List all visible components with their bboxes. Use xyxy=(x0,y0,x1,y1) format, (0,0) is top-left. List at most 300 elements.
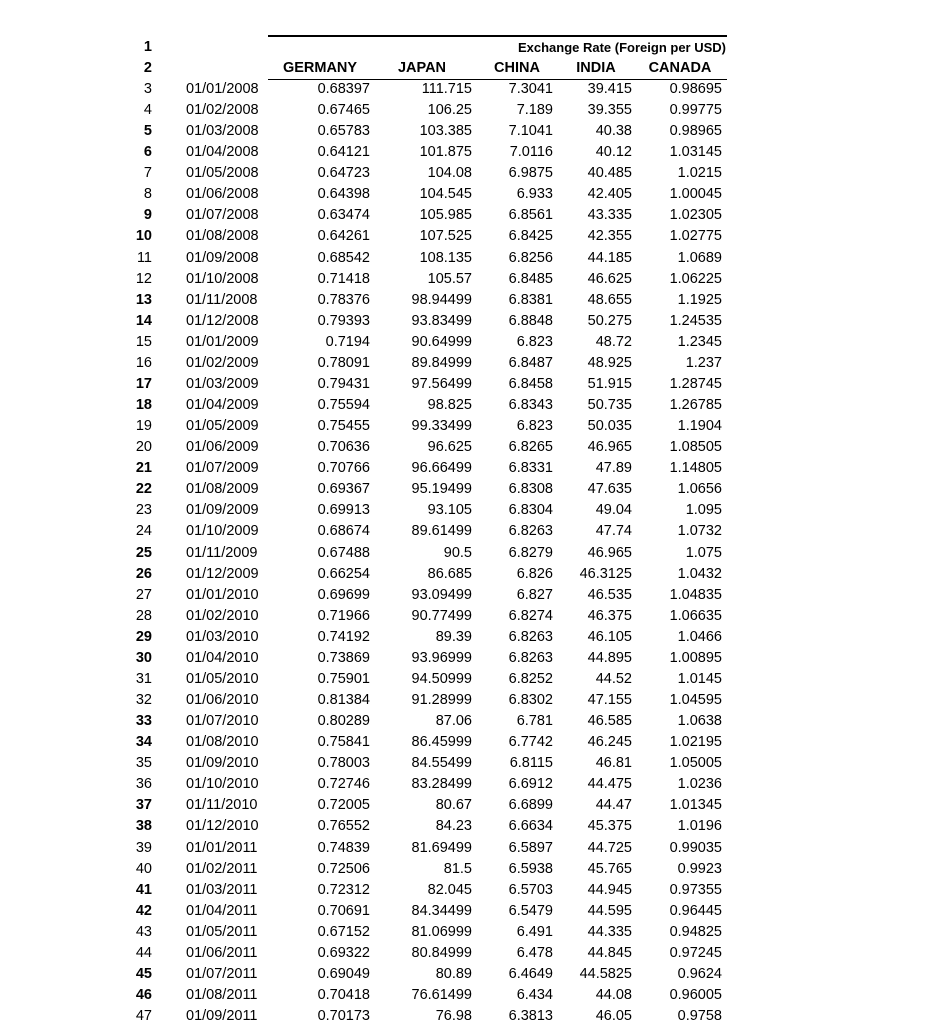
india-rate-cell[interactable]: 46.535 xyxy=(587,586,632,603)
row-number[interactable]: 13 xyxy=(135,291,152,308)
germany-rate-cell[interactable]: 0.80289 xyxy=(317,713,370,730)
china-rate-cell[interactable]: 6.5479 xyxy=(508,902,553,919)
china-rate-cell[interactable]: 6.8487 xyxy=(508,354,553,371)
india-rate-cell[interactable]: 44.52 xyxy=(595,670,632,687)
date-cell[interactable]: 01/06/2011 xyxy=(186,944,258,961)
date-cell[interactable]: 01/03/2008 xyxy=(186,123,259,140)
germany-rate-cell[interactable]: 0.69322 xyxy=(317,944,370,961)
table-row[interactable] xyxy=(0,606,925,627)
japan-rate-cell[interactable]: 86.45999 xyxy=(411,734,472,751)
table-row[interactable] xyxy=(0,521,925,542)
date-cell[interactable]: 01/04/2010 xyxy=(186,649,259,666)
date-cell[interactable]: 01/01/2011 xyxy=(186,839,258,856)
date-cell[interactable]: 01/02/2011 xyxy=(186,860,258,877)
canada-rate-cell[interactable]: 1.06635 xyxy=(669,607,722,624)
date-cell[interactable]: 01/04/2008 xyxy=(186,144,259,161)
germany-rate-cell[interactable]: 0.7194 xyxy=(325,333,370,350)
india-rate-cell[interactable]: 46.105 xyxy=(587,628,632,645)
row-number[interactable]: 19 xyxy=(135,418,152,435)
date-cell[interactable]: 01/10/2010 xyxy=(186,776,259,793)
germany-rate-cell[interactable]: 0.69913 xyxy=(317,502,370,519)
china-rate-cell[interactable]: 6.8256 xyxy=(508,249,553,266)
india-rate-cell[interactable]: 42.355 xyxy=(587,228,632,245)
india-rate-cell[interactable]: 48.655 xyxy=(587,291,632,308)
table-row[interactable] xyxy=(0,669,925,690)
canada-rate-cell[interactable]: 0.98965 xyxy=(669,123,722,140)
date-cell[interactable]: 01/11/2010 xyxy=(186,797,258,814)
china-rate-cell[interactable]: 6.8425 xyxy=(508,228,553,245)
column-header-germany[interactable]: GERMANY xyxy=(282,60,358,76)
china-rate-cell[interactable]: 6.8263 xyxy=(508,628,553,645)
germany-rate-cell[interactable]: 0.65783 xyxy=(317,123,370,140)
india-rate-cell[interactable]: 51.915 xyxy=(587,375,632,392)
germany-rate-cell[interactable]: 0.73869 xyxy=(317,649,370,666)
germany-rate-cell[interactable]: 0.67465 xyxy=(317,102,370,119)
germany-rate-cell[interactable]: 0.72746 xyxy=(317,776,370,793)
germany-rate-cell[interactable]: 0.68542 xyxy=(317,249,370,266)
germany-rate-cell[interactable]: 0.67152 xyxy=(317,923,370,940)
table-row[interactable] xyxy=(0,248,925,269)
japan-rate-cell[interactable]: 90.64999 xyxy=(411,333,472,350)
germany-rate-cell[interactable]: 0.70691 xyxy=(317,902,370,919)
japan-rate-cell[interactable]: 84.23 xyxy=(435,818,472,835)
table-row[interactable] xyxy=(0,205,925,226)
canada-rate-cell[interactable]: 1.0656 xyxy=(677,481,722,498)
table-row[interactable] xyxy=(0,395,925,416)
germany-rate-cell[interactable]: 0.66254 xyxy=(317,565,370,582)
germany-rate-cell[interactable]: 0.79431 xyxy=(317,375,370,392)
canada-rate-cell[interactable]: 1.02195 xyxy=(669,734,722,751)
table-row[interactable] xyxy=(0,795,925,816)
japan-rate-cell[interactable]: 87.06 xyxy=(435,713,472,730)
china-rate-cell[interactable]: 6.933 xyxy=(516,186,553,203)
india-rate-cell[interactable]: 46.965 xyxy=(587,439,632,456)
canada-rate-cell[interactable]: 1.0689 xyxy=(677,249,722,266)
table-row[interactable] xyxy=(0,500,925,521)
india-rate-cell[interactable]: 46.375 xyxy=(587,607,632,624)
table-row[interactable] xyxy=(0,732,925,753)
date-cell[interactable]: 01/03/2011 xyxy=(186,881,258,898)
germany-rate-cell[interactable]: 0.69699 xyxy=(317,586,370,603)
row-number[interactable]: 11 xyxy=(136,249,152,266)
table-row[interactable] xyxy=(0,269,925,290)
japan-rate-cell[interactable]: 107.525 xyxy=(419,228,472,245)
germany-rate-cell[interactable]: 0.74839 xyxy=(317,839,370,856)
germany-rate-cell[interactable]: 0.76552 xyxy=(317,818,370,835)
japan-rate-cell[interactable]: 89.84999 xyxy=(411,354,472,371)
india-rate-cell[interactable]: 46.3125 xyxy=(579,565,632,582)
table-row[interactable] xyxy=(0,479,925,500)
canada-rate-cell[interactable]: 1.08505 xyxy=(669,439,722,456)
canada-rate-cell[interactable]: 1.02305 xyxy=(669,207,722,224)
column-header-china[interactable]: CHINA xyxy=(494,60,540,76)
date-cell[interactable]: 01/08/2011 xyxy=(186,987,258,1003)
row-number[interactable]: 21 xyxy=(135,460,152,477)
date-cell[interactable]: 01/07/2008 xyxy=(186,207,259,224)
india-rate-cell[interactable]: 44.08 xyxy=(595,987,632,1003)
canada-rate-cell[interactable]: 1.1925 xyxy=(677,291,722,308)
china-rate-cell[interactable]: 6.8265 xyxy=(508,439,553,456)
date-cell[interactable]: 01/04/2011 xyxy=(186,902,258,919)
row-number[interactable]: 26 xyxy=(135,565,152,582)
germany-rate-cell[interactable]: 0.78003 xyxy=(317,755,370,772)
germany-rate-cell[interactable]: 0.72005 xyxy=(317,797,370,814)
canada-rate-cell[interactable]: 1.03145 xyxy=(669,144,722,161)
china-rate-cell[interactable]: 6.8304 xyxy=(508,502,553,519)
india-rate-cell[interactable]: 46.05 xyxy=(595,1008,632,1025)
table-row[interactable] xyxy=(0,943,925,964)
table-row[interactable] xyxy=(0,816,925,837)
date-cell[interactable]: 01/11/2008 xyxy=(186,291,258,308)
india-rate-cell[interactable]: 50.735 xyxy=(587,397,632,414)
column-header-canada[interactable]: CANADA xyxy=(648,60,712,76)
china-rate-cell[interactable]: 6.491 xyxy=(516,923,553,940)
date-cell[interactable]: 01/02/2008 xyxy=(186,102,259,119)
row-number[interactable]: 23 xyxy=(135,502,152,519)
india-rate-cell[interactable]: 46.245 xyxy=(587,734,632,751)
india-rate-cell[interactable]: 48.72 xyxy=(595,333,632,350)
canada-rate-cell[interactable]: 0.9624 xyxy=(677,965,722,982)
date-cell[interactable]: 01/06/2008 xyxy=(186,186,259,203)
canada-rate-cell[interactable]: 1.00045 xyxy=(669,186,722,203)
row-number[interactable]: 9 xyxy=(143,207,152,224)
china-rate-cell[interactable]: 6.781 xyxy=(516,713,553,730)
row-number[interactable]: 34 xyxy=(135,734,152,751)
japan-rate-cell[interactable]: 84.55499 xyxy=(411,755,472,772)
row-number[interactable]: 14 xyxy=(135,312,152,329)
china-rate-cell[interactable]: 6.6912 xyxy=(508,776,553,793)
row-number[interactable]: 36 xyxy=(135,776,152,793)
japan-rate-cell[interactable]: 108.135 xyxy=(419,249,472,266)
canada-rate-cell[interactable]: 0.96445 xyxy=(669,902,722,919)
germany-rate-cell[interactable]: 0.75594 xyxy=(317,397,370,414)
table-row[interactable] xyxy=(0,774,925,795)
china-rate-cell[interactable]: 6.478 xyxy=(516,944,553,961)
row-number[interactable]: 18 xyxy=(135,397,152,414)
row-number[interactable]: 25 xyxy=(135,544,152,561)
japan-rate-cell[interactable]: 80.67 xyxy=(435,797,472,814)
china-rate-cell[interactable]: 6.8252 xyxy=(508,670,553,687)
row-number[interactable]: 43 xyxy=(135,923,152,940)
germany-rate-cell[interactable]: 0.70636 xyxy=(317,439,370,456)
china-rate-cell[interactable]: 6.8308 xyxy=(508,481,553,498)
china-rate-cell[interactable]: 6.823 xyxy=(516,333,553,350)
canada-rate-cell[interactable]: 1.0145 xyxy=(677,670,722,687)
column-header-japan[interactable]: JAPAN xyxy=(397,60,447,76)
row-number[interactable]: 39 xyxy=(135,839,152,856)
china-rate-cell[interactable]: 6.4649 xyxy=(508,965,553,982)
japan-rate-cell[interactable]: 76.98 xyxy=(435,1008,472,1025)
china-rate-cell[interactable]: 6.6899 xyxy=(508,797,553,814)
germany-rate-cell[interactable]: 0.72506 xyxy=(317,860,370,877)
china-rate-cell[interactable]: 6.8848 xyxy=(508,312,553,329)
canada-rate-cell[interactable]: 1.1904 xyxy=(677,418,722,435)
germany-rate-cell[interactable]: 0.78376 xyxy=(317,291,370,308)
date-cell[interactable]: 01/11/2009 xyxy=(186,544,258,561)
date-cell[interactable]: 01/09/2008 xyxy=(186,249,259,266)
date-cell[interactable]: 01/09/2009 xyxy=(186,502,259,519)
date-cell[interactable]: 01/01/2010 xyxy=(186,586,259,603)
row-number[interactable]: 31 xyxy=(135,670,152,687)
row-number[interactable]: 24 xyxy=(135,523,152,540)
row-number[interactable]: 32 xyxy=(135,692,152,709)
india-rate-cell[interactable]: 46.81 xyxy=(595,755,632,772)
japan-rate-cell[interactable]: 89.39 xyxy=(435,628,472,645)
china-rate-cell[interactable]: 6.8331 xyxy=(508,460,553,477)
row-2[interactable] xyxy=(0,58,925,79)
japan-rate-cell[interactable]: 80.84999 xyxy=(411,944,472,961)
india-rate-cell[interactable]: 47.635 xyxy=(587,481,632,498)
japan-rate-cell[interactable]: 82.045 xyxy=(427,881,472,898)
row-number[interactable]: 7 xyxy=(143,165,152,182)
germany-rate-cell[interactable]: 0.71418 xyxy=(317,270,370,287)
china-rate-cell[interactable]: 6.5938 xyxy=(508,860,553,877)
table-row[interactable] xyxy=(0,564,925,585)
india-rate-cell[interactable]: 44.475 xyxy=(587,776,632,793)
germany-rate-cell[interactable]: 0.64261 xyxy=(317,228,370,245)
india-rate-cell[interactable]: 44.185 xyxy=(587,249,632,266)
canada-rate-cell[interactable]: 1.04595 xyxy=(669,692,722,709)
column-header-india[interactable]: INDIA xyxy=(576,60,616,76)
india-rate-cell[interactable]: 47.74 xyxy=(595,523,632,540)
india-rate-cell[interactable]: 47.155 xyxy=(587,692,632,709)
china-rate-cell[interactable]: 7.0116 xyxy=(509,144,553,161)
row-number[interactable]: 8 xyxy=(143,186,152,203)
table-row[interactable] xyxy=(0,901,925,922)
date-cell[interactable]: 01/05/2010 xyxy=(186,670,259,687)
india-rate-cell[interactable]: 44.945 xyxy=(587,881,632,898)
table-row[interactable] xyxy=(0,437,925,458)
table-row[interactable] xyxy=(0,121,925,142)
japan-rate-cell[interactable]: 111.715 xyxy=(421,81,472,97)
canada-rate-cell[interactable]: 1.14805 xyxy=(669,460,722,477)
germany-rate-cell[interactable]: 0.70173 xyxy=(317,1008,370,1025)
india-rate-cell[interactable]: 46.585 xyxy=(587,713,632,730)
india-rate-cell[interactable]: 44.5825 xyxy=(579,965,632,982)
date-cell[interactable]: 01/03/2010 xyxy=(186,628,259,645)
china-rate-cell[interactable]: 6.5703 xyxy=(508,881,553,898)
japan-rate-cell[interactable]: 105.57 xyxy=(427,270,472,287)
china-rate-cell[interactable]: 6.8263 xyxy=(508,649,553,666)
table-row[interactable] xyxy=(0,753,925,774)
row-number[interactable]: 6 xyxy=(143,144,152,161)
japan-rate-cell[interactable]: 94.50999 xyxy=(411,670,472,687)
india-rate-cell[interactable]: 44.725 xyxy=(587,839,632,856)
germany-rate-cell[interactable]: 0.63474 xyxy=(317,207,370,224)
germany-rate-cell[interactable]: 0.75901 xyxy=(317,670,370,687)
germany-rate-cell[interactable]: 0.75455 xyxy=(317,418,370,435)
table-row[interactable] xyxy=(0,79,925,100)
row-number[interactable]: 27 xyxy=(135,586,152,603)
row-number[interactable]: 45 xyxy=(135,965,152,982)
japan-rate-cell[interactable]: 93.96999 xyxy=(411,649,472,666)
canada-rate-cell[interactable]: 1.0215 xyxy=(677,165,722,182)
china-rate-cell[interactable]: 6.7742 xyxy=(508,734,553,751)
date-cell[interactable]: 01/08/2008 xyxy=(186,228,259,245)
table-row[interactable] xyxy=(0,880,925,901)
japan-rate-cell[interactable]: 83.28499 xyxy=(411,776,472,793)
germany-rate-cell[interactable]: 0.70418 xyxy=(317,987,370,1003)
date-cell[interactable]: 01/07/2009 xyxy=(186,460,259,477)
china-rate-cell[interactable]: 7.1041 xyxy=(508,123,553,140)
table-row[interactable] xyxy=(0,332,925,353)
india-rate-cell[interactable]: 46.965 xyxy=(587,544,632,561)
china-rate-cell[interactable]: 6.8279 xyxy=(508,544,553,561)
canada-rate-cell[interactable]: 0.9923 xyxy=(677,860,722,877)
india-rate-cell[interactable]: 49.04 xyxy=(595,502,632,519)
germany-rate-cell[interactable]: 0.64398 xyxy=(317,186,370,203)
canada-rate-cell[interactable]: 1.237 xyxy=(685,354,722,371)
canada-rate-cell[interactable]: 1.26785 xyxy=(669,397,722,414)
row-number[interactable]: 22 xyxy=(135,481,152,498)
china-rate-cell[interactable]: 6.826 xyxy=(516,565,553,582)
india-rate-cell[interactable]: 45.765 xyxy=(587,860,632,877)
japan-rate-cell[interactable]: 81.06999 xyxy=(411,923,472,940)
canada-rate-cell[interactable]: 1.24535 xyxy=(669,312,722,329)
india-rate-cell[interactable]: 45.375 xyxy=(587,818,632,835)
japan-rate-cell[interactable]: 105.985 xyxy=(419,207,472,224)
date-cell[interactable]: 01/06/2009 xyxy=(186,439,259,456)
germany-rate-cell[interactable]: 0.64723 xyxy=(317,165,370,182)
china-rate-cell[interactable]: 6.827 xyxy=(516,586,553,603)
japan-rate-cell[interactable]: 97.56499 xyxy=(411,375,472,392)
canada-rate-cell[interactable]: 1.01345 xyxy=(669,797,722,814)
table-row[interactable] xyxy=(0,922,925,943)
canada-rate-cell[interactable]: 1.02775 xyxy=(669,228,722,245)
japan-rate-cell[interactable]: 96.66499 xyxy=(411,460,472,477)
date-cell[interactable]: 01/10/2009 xyxy=(186,523,259,540)
table-row[interactable] xyxy=(0,859,925,880)
india-rate-cell[interactable]: 50.035 xyxy=(587,418,632,435)
row-number[interactable]: 28 xyxy=(135,607,152,624)
japan-rate-cell[interactable]: 86.685 xyxy=(427,565,472,582)
india-rate-cell[interactable]: 44.335 xyxy=(587,923,632,940)
row-number[interactable]: 33 xyxy=(135,713,152,730)
canada-rate-cell[interactable]: 0.96005 xyxy=(669,987,722,1003)
germany-rate-cell[interactable]: 0.74192 xyxy=(317,628,370,645)
row-number[interactable]: 29 xyxy=(135,628,152,645)
table-row[interactable] xyxy=(0,353,925,374)
date-cell[interactable]: 01/08/2009 xyxy=(186,481,259,498)
table-row[interactable] xyxy=(0,690,925,711)
japan-rate-cell[interactable]: 81.5 xyxy=(443,860,472,877)
canada-rate-cell[interactable]: 1.05005 xyxy=(669,755,722,772)
india-rate-cell[interactable]: 43.335 xyxy=(587,207,632,224)
india-rate-cell[interactable]: 42.405 xyxy=(587,186,632,203)
table-row[interactable] xyxy=(0,964,925,985)
date-cell[interactable]: 01/08/2010 xyxy=(186,734,259,751)
table-row[interactable] xyxy=(0,985,925,1006)
row-number[interactable]: 47 xyxy=(135,1008,152,1025)
japan-rate-cell[interactable]: 103.385 xyxy=(419,123,472,140)
india-rate-cell[interactable]: 40.12 xyxy=(595,144,632,161)
table-row[interactable] xyxy=(0,458,925,479)
row-number[interactable]: 16 xyxy=(135,354,152,371)
germany-rate-cell[interactable]: 0.75841 xyxy=(317,734,370,751)
japan-rate-cell[interactable]: 104.545 xyxy=(419,186,472,203)
table-row[interactable] xyxy=(0,226,925,247)
canada-rate-cell[interactable]: 0.99035 xyxy=(669,839,722,856)
row-number[interactable]: 1 xyxy=(143,39,152,55)
germany-rate-cell[interactable]: 0.71966 xyxy=(317,607,370,624)
china-rate-cell[interactable]: 6.8115 xyxy=(509,755,553,772)
row-number[interactable]: 40 xyxy=(135,860,152,877)
date-cell[interactable]: 01/12/2009 xyxy=(186,565,259,582)
row-number[interactable]: 30 xyxy=(135,649,152,666)
table-row[interactable] xyxy=(0,543,925,564)
china-rate-cell[interactable]: 6.8561 xyxy=(508,207,553,224)
india-rate-cell[interactable]: 46.625 xyxy=(587,270,632,287)
table-row[interactable] xyxy=(0,374,925,395)
germany-rate-cell[interactable]: 0.81384 xyxy=(317,692,370,709)
japan-rate-cell[interactable]: 76.61499 xyxy=(411,987,472,1003)
canada-rate-cell[interactable]: 1.095 xyxy=(685,502,722,519)
canada-rate-cell[interactable]: 0.97355 xyxy=(669,881,722,898)
canada-rate-cell[interactable]: 1.0732 xyxy=(677,523,722,540)
japan-rate-cell[interactable]: 89.61499 xyxy=(411,523,472,540)
table-row[interactable] xyxy=(0,627,925,648)
china-rate-cell[interactable]: 7.3041 xyxy=(508,81,553,97)
china-rate-cell[interactable]: 6.3813 xyxy=(508,1008,553,1025)
canada-rate-cell[interactable]: 1.0638 xyxy=(677,713,722,730)
canada-rate-cell[interactable]: 0.97245 xyxy=(669,944,722,961)
date-cell[interactable]: 01/07/2011 xyxy=(186,965,258,982)
china-rate-cell[interactable]: 6.8485 xyxy=(508,270,553,287)
china-rate-cell[interactable]: 6.9875 xyxy=(508,165,553,182)
germany-rate-cell[interactable]: 0.70766 xyxy=(317,460,370,477)
china-rate-cell[interactable]: 6.8343 xyxy=(508,397,553,414)
china-rate-cell[interactable]: 6.8274 xyxy=(508,607,553,624)
date-cell[interactable]: 01/12/2010 xyxy=(186,818,259,835)
date-cell[interactable]: 01/02/2009 xyxy=(186,354,259,371)
china-rate-cell[interactable]: 6.8302 xyxy=(508,692,553,709)
date-cell[interactable]: 01/10/2008 xyxy=(186,270,259,287)
china-rate-cell[interactable]: 6.6634 xyxy=(508,818,553,835)
japan-rate-cell[interactable]: 96.625 xyxy=(427,439,472,456)
japan-rate-cell[interactable]: 93.105 xyxy=(427,502,472,519)
india-rate-cell[interactable]: 40.485 xyxy=(587,165,632,182)
row-number[interactable]: 42 xyxy=(135,902,152,919)
row-number[interactable]: 10 xyxy=(135,228,152,245)
canada-rate-cell[interactable]: 1.0236 xyxy=(677,776,722,793)
row-number[interactable]: 2 xyxy=(143,60,152,76)
date-cell[interactable]: 01/05/2009 xyxy=(186,418,259,435)
china-rate-cell[interactable]: 6.5897 xyxy=(508,839,553,856)
canada-rate-cell[interactable]: 0.94825 xyxy=(669,923,722,940)
china-rate-cell[interactable]: 6.8263 xyxy=(508,523,553,540)
japan-rate-cell[interactable]: 99.33499 xyxy=(411,418,472,435)
table-title[interactable]: Exchange Rate (Foreign per USD) xyxy=(517,40,726,55)
row-number[interactable]: 20 xyxy=(135,439,152,456)
china-rate-cell[interactable]: 6.8381 xyxy=(508,291,553,308)
india-rate-cell[interactable]: 44.47 xyxy=(595,797,632,814)
canada-rate-cell[interactable]: 1.0196 xyxy=(677,818,722,835)
table-row[interactable] xyxy=(0,416,925,437)
row-number[interactable]: 15 xyxy=(135,333,152,350)
india-rate-cell[interactable]: 47.89 xyxy=(595,460,632,477)
china-rate-cell[interactable]: 6.8458 xyxy=(508,375,553,392)
japan-rate-cell[interactable]: 81.69499 xyxy=(411,839,472,856)
table-row[interactable] xyxy=(0,290,925,311)
row-number[interactable]: 5 xyxy=(143,123,152,140)
japan-rate-cell[interactable]: 91.28999 xyxy=(411,692,472,709)
row-number[interactable]: 37 xyxy=(135,797,152,814)
row-number[interactable]: 4 xyxy=(143,102,152,119)
date-cell[interactable]: 01/03/2009 xyxy=(186,375,259,392)
japan-rate-cell[interactable]: 98.94499 xyxy=(411,291,472,308)
table-row[interactable] xyxy=(0,163,925,184)
japan-rate-cell[interactable]: 95.19499 xyxy=(411,481,472,498)
